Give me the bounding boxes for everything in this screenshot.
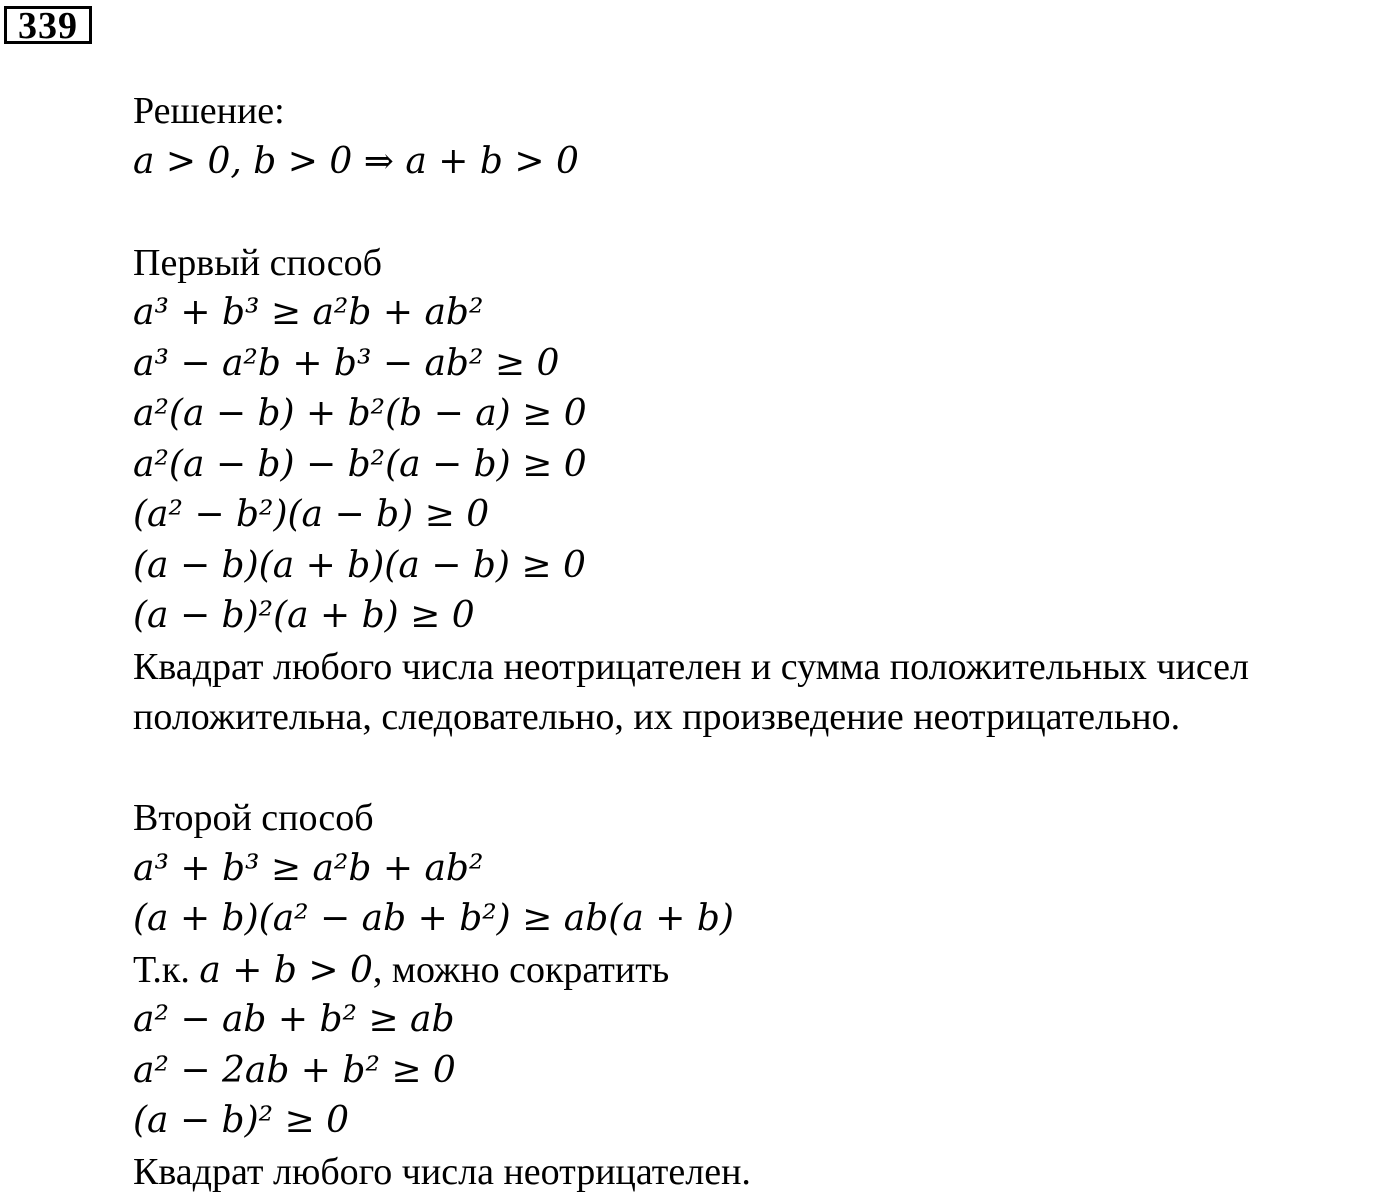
explanation-text: Квадрат любого числа неотрицателен и сумма положительных чисел bbox=[133, 642, 1400, 693]
math-line: a³ − a²b + b³ − ab² ≥ 0 bbox=[133, 339, 1400, 390]
text-part: , можно сократить bbox=[373, 949, 669, 991]
conclusion-text: Квадрат любого числа неотрицателен. bbox=[133, 1147, 1400, 1197]
math-line: (a² − b²)(a − b) ≥ 0 bbox=[133, 490, 1400, 541]
method-two-heading: Второй способ bbox=[133, 793, 1400, 844]
math-line: a³ + b³ ≥ a²b + ab² bbox=[133, 844, 1400, 895]
math-line: (a − b)²(a + b) ≥ 0 bbox=[133, 591, 1400, 642]
math-line: a > 0, b > 0 ⇒ a + b > 0 bbox=[133, 137, 1400, 188]
math-line: a² − 2ab + b² ≥ 0 bbox=[133, 1046, 1400, 1097]
mixed-text-line bbox=[133, 945, 1400, 996]
math-line: (a − b)² ≥ 0 bbox=[133, 1096, 1400, 1147]
solution-content bbox=[133, 86, 1400, 1197]
math-line: a³ + b³ ≥ a²b + ab² bbox=[133, 288, 1400, 339]
explanation-text: положительна, следовательно, их произведение неотрицательно. bbox=[133, 692, 1400, 743]
method-one-heading: Первый способ bbox=[133, 238, 1400, 289]
solution-heading: Решение: bbox=[133, 86, 1400, 137]
spacer bbox=[133, 743, 1400, 794]
math-line: (a + b)(a² − ab + b²) ≥ ab(a + b) bbox=[133, 894, 1400, 945]
math-line: a² − ab + b² ≥ ab bbox=[133, 995, 1400, 1046]
math-line: a²(a − b) − b²(a − b) ≥ 0 bbox=[133, 440, 1400, 491]
math-part: a + b > 0 bbox=[199, 950, 373, 991]
problem-number-box: 339 bbox=[4, 6, 92, 44]
spacer bbox=[133, 187, 1400, 238]
math-line: (a − b)(a + b)(a − b) ≥ 0 bbox=[133, 541, 1400, 592]
math-line: a²(a − b) + b²(b − a) ≥ 0 bbox=[133, 389, 1400, 440]
text-part: Т.к. bbox=[133, 949, 199, 991]
